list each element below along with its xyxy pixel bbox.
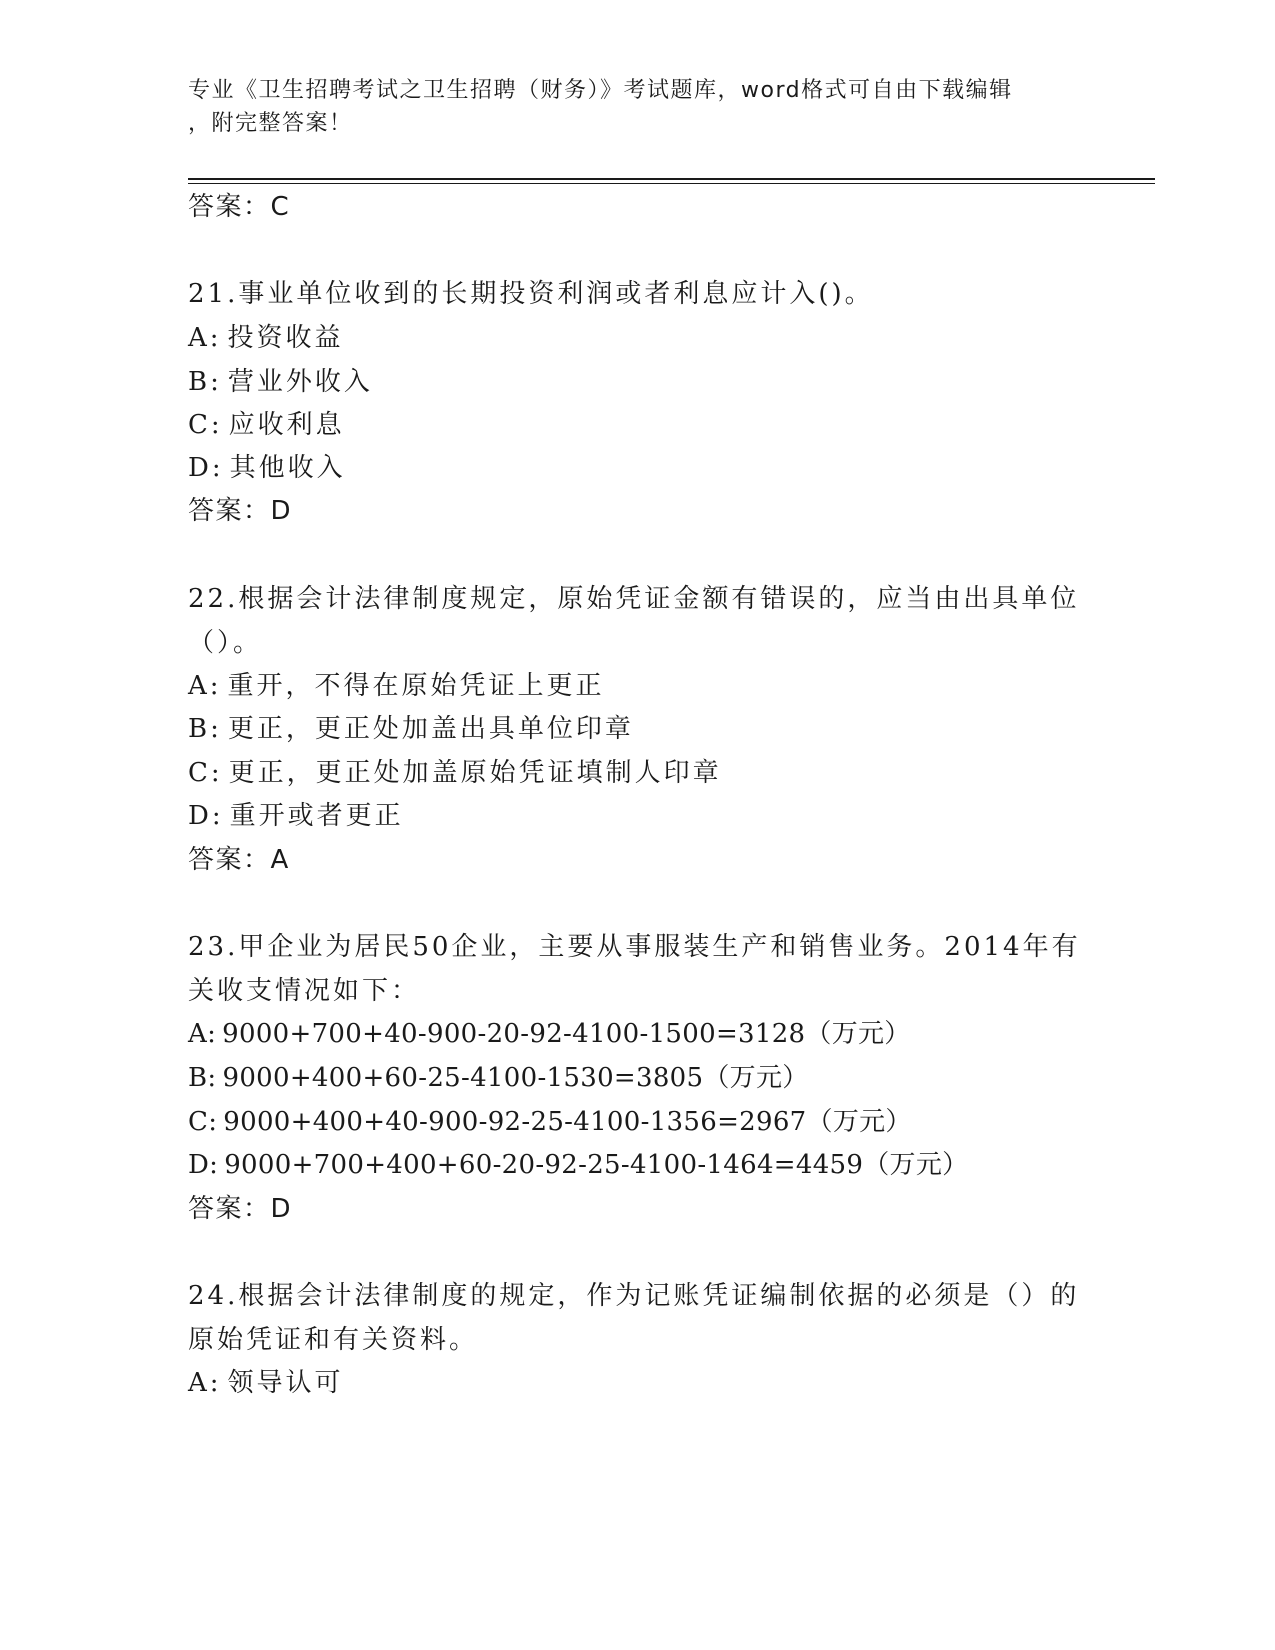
- question-23-option-d: D: 9000+700+400+60-20-92-25-4100-1464=4459（万元）: [188, 1150, 969, 1180]
- question-23-option-b: B: 9000+400+60-25-4100-1530=3805（万元）: [188, 1063, 809, 1093]
- question-22-stem-line-1: 22.根据会计法律制度规定，原始凭证金额有错误的，应当由出具单位: [188, 584, 1080, 614]
- document-header: [188, 74, 1088, 140]
- question-23-option-a: A: 9000+700+40-900-20-92-4100-1500=3128（万元）: [188, 1019, 911, 1049]
- question-21-option-b: B: 营业外收入: [188, 367, 373, 397]
- option-letter: D: [188, 453, 212, 483]
- question-24-option-a: A: 领导认可: [188, 1368, 344, 1398]
- option-text: 投资收益: [227, 323, 344, 353]
- question-23-option-c: C: 9000+400+40-900-92-25-4100-1356=2967（万元）: [188, 1107, 912, 1137]
- option-text: 重开或者更正: [229, 801, 404, 831]
- question-21-option-d: D: 其他收入: [188, 453, 346, 483]
- question-24-stem-line-2: 原始凭证和有关资料。: [188, 1325, 479, 1355]
- option-letter: A: [188, 1368, 210, 1398]
- question-23-stem-line-1: 23.甲企业为居民50企业，主要从事服装生产和销售业务。2014年有: [188, 932, 1081, 962]
- question-21-option-a: A: 投资收益: [188, 323, 344, 353]
- option-letter: A: [188, 323, 210, 353]
- question-22-stem-line-2: （）。: [188, 628, 263, 658]
- option-text: 9000+400+40-900-92-25-4100-1356=2967（万元）: [223, 1107, 912, 1137]
- option-letter: B: [188, 367, 211, 397]
- option-letter: D: [188, 801, 212, 831]
- option-text: 营业外收入: [227, 367, 373, 397]
- option-text: 更正，更正处加盖出具单位印章: [227, 714, 634, 744]
- question-21-stem: 21.事业单位收到的长期投资利润或者利息应计入()。: [188, 279, 874, 309]
- option-letter: A: [188, 671, 210, 701]
- header-divider-thick: [188, 178, 1155, 180]
- option-letter: C: [188, 1107, 209, 1137]
- option-letter: C: [188, 410, 211, 440]
- option-text: 9000+400+60-25-4100-1530=3805（万元）: [222, 1063, 809, 1093]
- option-text: 应收利息: [228, 410, 345, 440]
- header-line-2: ，附完整答案！: [188, 111, 353, 136]
- option-letter: D: [188, 1150, 210, 1180]
- question-24-stem-line-1: 24.根据会计法律制度的规定，作为记账凭证编制依据的必须是（）的: [188, 1281, 1080, 1311]
- option-text: 其他收入: [229, 453, 346, 483]
- option-letter: C: [188, 758, 211, 788]
- question-22-answer: 答案：A: [188, 845, 290, 875]
- option-text: 重开，不得在原始凭证上更正: [227, 671, 605, 701]
- option-letter: B: [188, 714, 211, 744]
- option-text: 领导认可: [227, 1368, 344, 1398]
- question-21-option-c: C: 应收利息: [188, 410, 345, 440]
- option-letter: A: [188, 1019, 208, 1049]
- question-22-option-a: A: 重开，不得在原始凭证上更正: [188, 671, 605, 701]
- header-divider-thin: [188, 183, 1155, 184]
- question-23-stem-line-2: 关收支情况如下：: [188, 976, 421, 1006]
- question-22-option-d: D: 重开或者更正: [188, 801, 404, 831]
- answer-line: 答案：C: [188, 192, 291, 222]
- option-letter: B: [188, 1063, 208, 1093]
- option-text: 更正，更正处加盖原始凭证填制人印章: [228, 758, 722, 788]
- question-21-answer: 答案：D: [188, 496, 293, 526]
- option-text: 9000+700+40-900-20-92-4100-1500=3128（万元）: [222, 1019, 911, 1049]
- question-22-option-c: C: 更正，更正处加盖原始凭证填制人印章: [188, 758, 722, 788]
- question-22-option-b: B: 更正，更正处加盖出具单位印章: [188, 714, 634, 744]
- header-line-1: 专业《卫生招聘考试之卫生招聘（财务）》考试题库，word格式可自由下载编辑: [188, 78, 1013, 103]
- question-23-answer: 答案：D: [188, 1194, 293, 1224]
- option-text: 9000+700+400+60-20-92-25-4100-1464=4459（万元）: [224, 1150, 969, 1180]
